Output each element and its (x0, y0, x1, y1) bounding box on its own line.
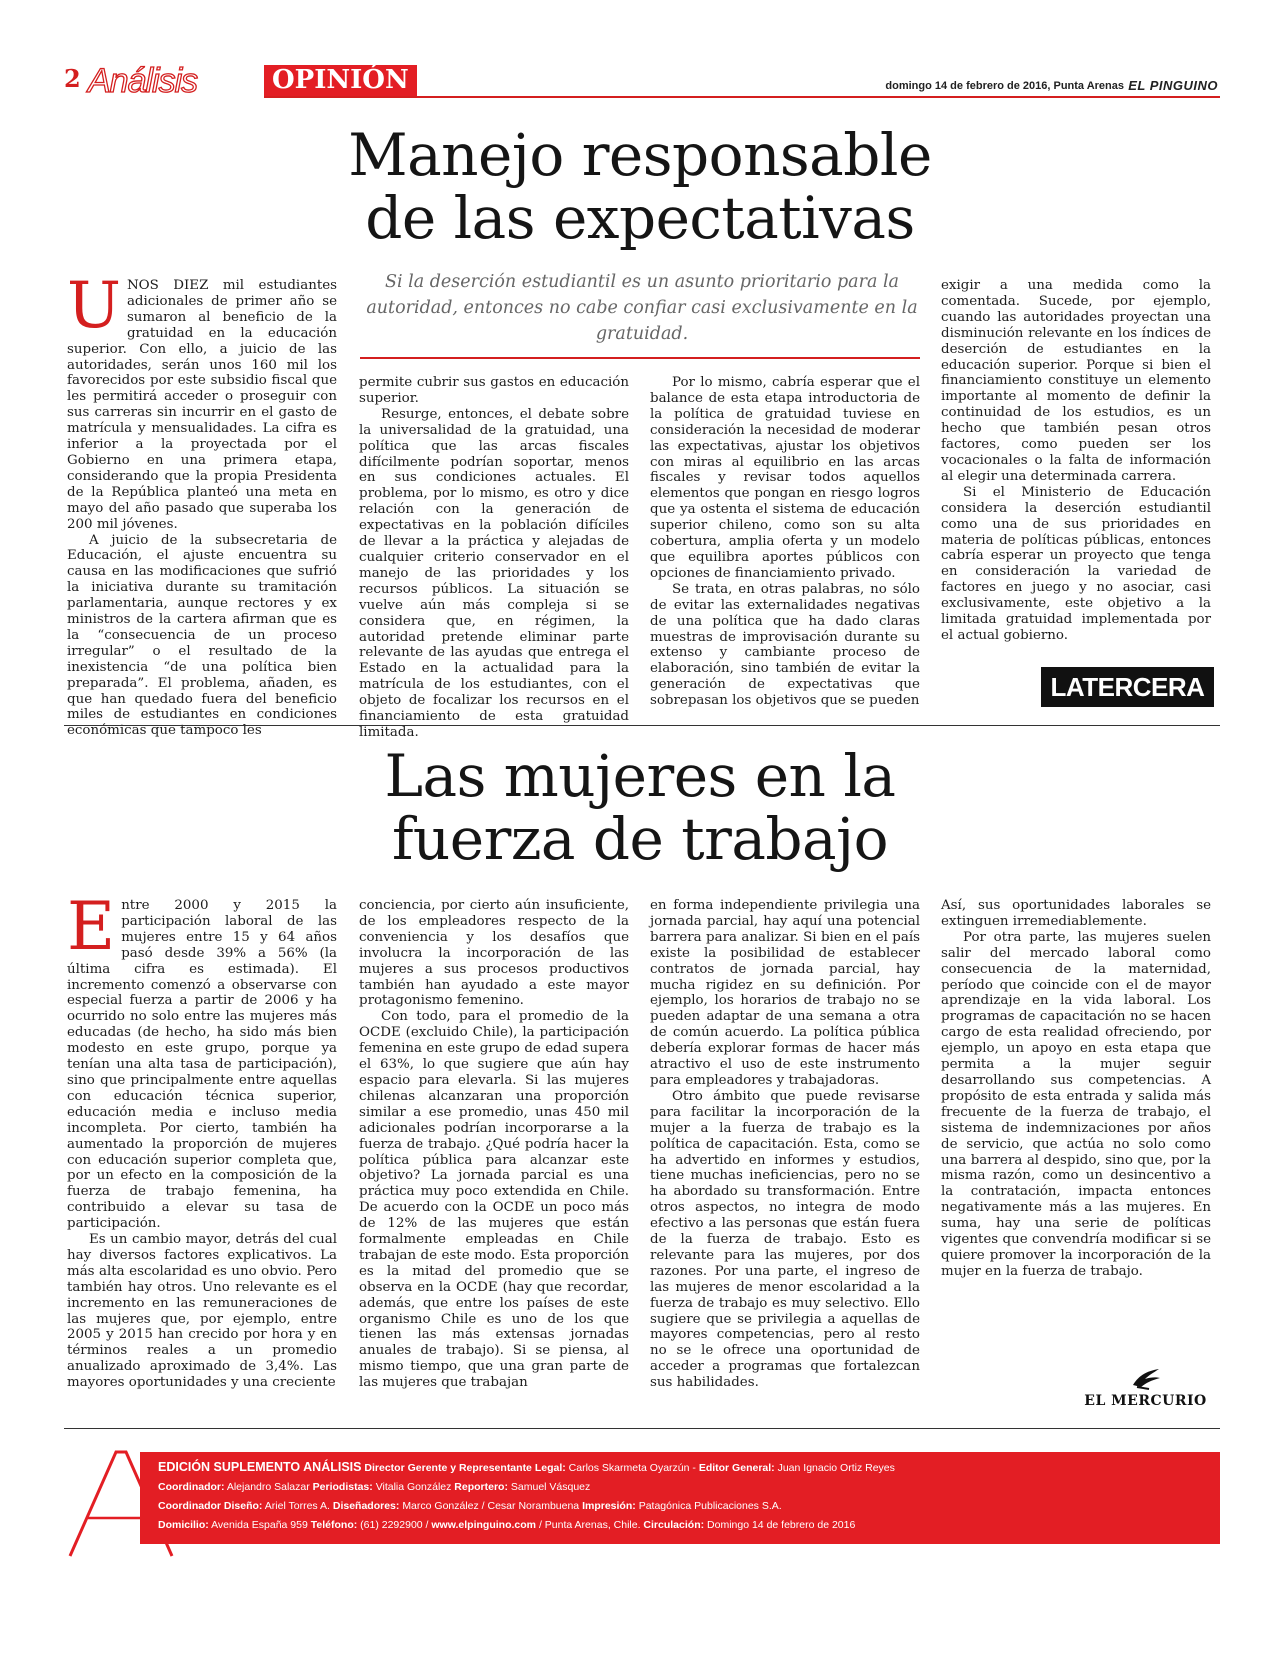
article2-column-4 (941, 898, 1211, 1418)
article1-paragraph: Si el Ministerio de Educación considera la deserción estudiantil como una de sus prioridades en materia de políticas públicas, entonces cabría esperar un proyecto que tenga en consideración la variedad de factores en juego y no asociar, casi exclusivamente, este objetivo a la limitada gratuidad implementada por el actual gobierno. (941, 484, 1211, 643)
dropcap: U (67, 269, 121, 343)
mercurio-bird-icon (1129, 1365, 1163, 1391)
article2-paragraph: Es un cambio mayor, detrás del cual hay diversos factores explicativos. La más alta escolaridad es uno obvio. Pero también hay otros. Uno relevante es el incremento en las remuneraciones de las mujeres que, por ejemplo, entre 2005 y 2015 han crecido por hora y en términos reales a un promedio anualizado aproximado de 3,4%. Las mayores oportunidades y una creciente (67, 1232, 337, 1391)
article1-paragraph: exigir a una medida como la comentada. Sucede, por ejemplo, cuando las autoridades proyectan una disminución relevante en los índices de deserción de estudiantes en la educación superior. Porque si bien el financiamiento constituye un elemento importante al momento de definir la continuidad de los estudios, es un hecho que también pesan otros factores, como pueden ser los vocacionales o la falta de información al elegir una determinada carrera. (941, 278, 1211, 484)
paragraph-text: ntre 2000 y 2015 la participación laboral de las mujeres entre 15 y 64 años pasó desde 39% a 56% (la última cifra es estimada). El incremento comenzó a observarse con especial fuerza a partir de 2006 y ha ocurrido no solo entre las mujeres más educadas (de hecho, ha sido más bien modesto en este grupo, porque ya tenían una alta tasa de participación), sino que principalmente entre aquellas con educación técnica superior, educación media e incluso media incompleta. Por cierto, también ha aumentado la proporción de mujeres con educación superior completa que, por un efecto en la composición de la fuerza de trabajo femenina, ha contribuido a elevar su tasa de participación. (67, 898, 337, 1232)
director-label: Director Gerente y Representante Legal: (364, 1462, 566, 1474)
circulation-value: Domingo 14 de febrero de 2016 (707, 1519, 856, 1531)
article1-headline-line1: Manejo responsable (348, 121, 932, 189)
mercurio-text: EL MERCURIO (1084, 1393, 1207, 1409)
article1-paragraph (67, 269, 337, 533)
article1-paragraph: permite cubrir sus gastos en educación superior. (359, 375, 629, 406)
article2-paragraph: Por otra parte, las mujeres suelen salir del mercado laboral como consecuencia de la maternidad, período que coincide con el de mayor aprendizaje en la vida laboral. Los programas de capacitación no se hacen cargo de esta realidad ofreciendo, por ejemplo, un apoyo en esta etapa que permita a la mujer seguir desarrollando sus competencias. A propósito de esta entrada y salida más frecuente de la fuerza de trabajo, el sistema de indemnizaciones por años de servicio, que actúa no solo como una barrera al despido, sino que, por la misma razón, como un desincentivo a la contratación, impacta entonces negativamente más a las mujeres. En suma, hay una serie de políticas vigentes que convendría modificar si se quiere promover la incorporación de la mujer en la fuerza de trabajo. (941, 929, 1211, 1279)
reporter-label: Reportero: (454, 1481, 508, 1493)
article2-paragraph: Con todo, para el promedio de la OCDE (excluido Chile), la participación femenina en este grupo de edad supera el 63%, lo que sugiere que aún hay espacio para elevarla. Si las mujeres chilenas alcanzaran una proporción similar a ese promedio, unas 450 mil adicionales podrían incorporarse a la fuerza de trabajo. ¿Qué podría hacer la política pública para alcanzar este objetivo? La jornada parcial es una práctica muy poco extendida en Chile. De acuerdo con la OCDE un poco más de 12% de las mujeres que están formalmente empleadas en Chile trabajan de este modo. Esta proporción es la mitad del promedio que se observa en la OCDE (hay que recordar, además, que entre los países de este organismo Chile es uno de los que tienen las más extensas jornadas anuales de trabajo). Si se piensa, al mismo tiempo, que una gran parte de las mujeres que trabajan (359, 1009, 629, 1391)
director-value: Carlos Skarmeta Oyarzún (568, 1462, 690, 1474)
print-label: Impresión: (582, 1500, 636, 1512)
designers-label: Diseñadores: (332, 1500, 400, 1512)
article2-paragraph: Otro ámbito que puede revisarse para facilitar la incorporación de la mujer a la fuerza de trabajo es la política de capacitación. Esta, como se ha advertido en informes y estudios, tiene muchas ineficiencias, pero no se ha abordado su transformación. Entre otros aspectos, no integra de modo efectivo a las personas que están fuera de la fuerza de trabajo. Esto es relevante para las mujeres, por dos razones. Por una parte, el ingreso de las mujeres de menor escolaridad a la fuerza de trabajo es muy selectivo. Ello sugiere que se privilegia a aquellas de mayores competencias, pero al resto no se le ofrece una oportunidad de acceder a programas que fortalezcan sus habilidades. (650, 1088, 920, 1391)
website-link[interactable]: www.elpinguino.com (431, 1519, 537, 1531)
dropcap: E (67, 888, 116, 965)
article2-paragraph: en forma independiente privilegia una jornada parcial, hay aquí una potencial barrera para analizar. Si bien en el país existe la posibilidad de establecer contratos de jornada parcial, hay mucha rigidez en su definición. Por ejemplo, los horarios de trabajo no se pueden adaptar de una semana a otra de común acuerdo. La política pública debería explorar formas de hacer más atractivo el uso de este instrumento para empleadores y trabajadoras. (650, 898, 920, 1088)
article1-column-1 (67, 269, 337, 739)
designers-value: Marco González / Cesar Norambuena (402, 1500, 580, 1512)
coordinator-label: Coordinador: (158, 1481, 225, 1493)
article1-deck: Si la deserción estudiantil es un asunto prioritario para la autoridad, entonces no cabe confiar casi exclusivamente en la gratuidad. (366, 272, 918, 344)
circulation-label: Circulación: (643, 1519, 705, 1531)
address-value: Avenida España 959 (211, 1519, 308, 1531)
article1-headline (300, 121, 980, 252)
reporter-value: Samuel Vásquez (510, 1481, 591, 1493)
coordinator-value: Alejandro Salazar (226, 1481, 310, 1493)
article2-column-1 (67, 888, 337, 1418)
el-mercurio-logo (1073, 1365, 1218, 1409)
article1-column-4 (941, 278, 1211, 718)
journalists-value: Vitalia González (375, 1481, 452, 1493)
article1-paragraph: A juicio de la subsecretaria de Educación, el ajuste encuentra su causa en las modificaciones que sufrió la iniciativa durante su tramitación parlamentaria, aunque rectores y ex ministros de la cartera afirman que es la “consecuencia de un proceso irregular” o el resultado de la inexistencia “de una política bien preparada”. El problema, añaden, es que han quedado fuera del beneficio miles de estudiantes en condiciones económicas que tampoco les (67, 532, 337, 739)
section-badge: OPINIÓN (264, 65, 417, 97)
design-coord-label: Coordinador Diseño: (158, 1500, 263, 1512)
paragraph-text: NOS DIEZ mil estudiantes adicionales de primer año se sumaron al beneficio de la gratuidad en la educación superior. Con ello, a juicio de las autoridades, serán unos 160 mil los favorecidos por este subsidio fiscal que les permitirá acceder o proseguir con sus carreras sin incurrir en el gasto de matrícula y mensualidades. La cifra es inferior a la proyectada por el Gobierno en una primera etapa, considerando que la propia Presidenta de la República planteó una meta en mayo del año pasado que superaba los 200 mil jóvenes. (67, 278, 337, 532)
article2-column-2 (359, 898, 629, 1418)
credits-box: EDICIÓN SUPLEMENTO ANÁLISIS Director Gerente y Representante Legal: Carlos Skarmeta Oyarzún - Editor General: Juan Ignacio Ortiz Reyes Coordinador: Alejandro Salazar Periodistas: Vitalia González Reportero: Samuel Vásquez Coordinador Diseño: Ariel Torres A. Diseñadores: Marco González / Cesar Norambuena Impresión: Patagónica Publicaciones S.A. Domicilio: Avenida España 959 Teléfono: (61) 2292900 / www.elpinguino.com / Punta Arenas, Chile. Circulación: Domingo 14 de febrero de 2016 (140, 1452, 1220, 1544)
deck-rule (360, 357, 920, 359)
article-divider (64, 725, 1220, 726)
article2-headline (300, 742, 980, 873)
article2-headline-line1: Las mujeres en la (384, 742, 896, 810)
phone-value: (61) 2292900 / (360, 1519, 429, 1531)
design-coord-value: Ariel Torres A. (264, 1500, 330, 1512)
phone-label: Teléfono: (310, 1519, 358, 1531)
editor-label: Editor General: (698, 1462, 775, 1474)
editor-value: Juan Ignacio Ortiz Reyes (777, 1462, 895, 1474)
paper-name: EL PINGUINO (1128, 78, 1218, 93)
section-title: Análisis (88, 62, 198, 100)
address-label: Domicilio: (158, 1519, 209, 1531)
article1-headline-line2: de las expectativas (365, 183, 915, 252)
article1-paragraph: Se trata, en otras palabras, no sólo de evitar las externalidades negativas de una política que ha dado claras muestras de improvisación durante su extenso y cambiante proceso de elaboración, sino también de evitar la generación de expectativas que sobrepasan los objetivos que se pueden (650, 581, 920, 709)
article2-headline-line2: fuerza de trabajo (391, 804, 889, 873)
article1-paragraph: Resurge, entonces, el debate sobre la universalidad de la gratuidad, una política que las arcas fiscales difícilmente podrían soportar, menos en sus condiciones actuales. El problema, por lo mismo, es otro y dice relación con la generación de expectativas en la población difíciles de llevar a la práctica y alejadas de cualquier criterio conservador en el manejo de las prioridades y los recursos públicos. La situación se vuelve aún más compleja si se considera que, en régimen, la autoridad pretende eliminar parte relevante de las ayudas que entrega el Estado en la actualidad para la matrícula de los estudiantes, con el objeto de focalizar los recursos en el financiamiento de esta gratuidad limitada. (359, 406, 629, 740)
dateline: domingo 14 de febrero de 2016, Punta Arenas (885, 80, 1124, 92)
page-number: 2 (64, 64, 81, 93)
article2-paragraph (67, 888, 337, 1232)
masthead (64, 60, 1220, 98)
journalists-label: Periodistas: (312, 1481, 373, 1493)
masthead-rule (264, 96, 1220, 98)
article2-column-3 (650, 898, 920, 1418)
article2-paragraph: Así, sus oportunidades laborales se extinguen irremediablemente. (941, 898, 1211, 929)
print-value: Patagónica Publicaciones S.A. (638, 1500, 782, 1512)
la-tercera-logo: LATERCERA (1041, 667, 1214, 707)
article-divider (64, 1428, 1220, 1429)
article1-paragraph: Por lo mismo, cabría esperar que el balance de esta etapa introductoria de la política de gratuidad tuviese en consideración la necesidad de moderar las expectativas, ajustar los objetivos con miras al equilibrio en las arcas fiscales y revisar todos aquellos elementos que pongan en riesgo logros que ya ostenta el sistema de educación superior chileno, como son su alta cobertura, amplia oferta y un modelo que equilibra aportes públicos con opciones de financiamiento privado. (650, 375, 920, 581)
article2-paragraph: conciencia, por cierto aún insuficiente, de los empleadores respecto de la conveniencia y los desafíos que involucra la incorporación de las mujeres a sus procesos productivos también han ayudado a este mayor protagonismo femenino. (359, 898, 629, 1009)
city-value: / Punta Arenas, Chile. (538, 1519, 641, 1531)
edition-label: EDICIÓN SUPLEMENTO ANÁLISIS (158, 1460, 362, 1474)
